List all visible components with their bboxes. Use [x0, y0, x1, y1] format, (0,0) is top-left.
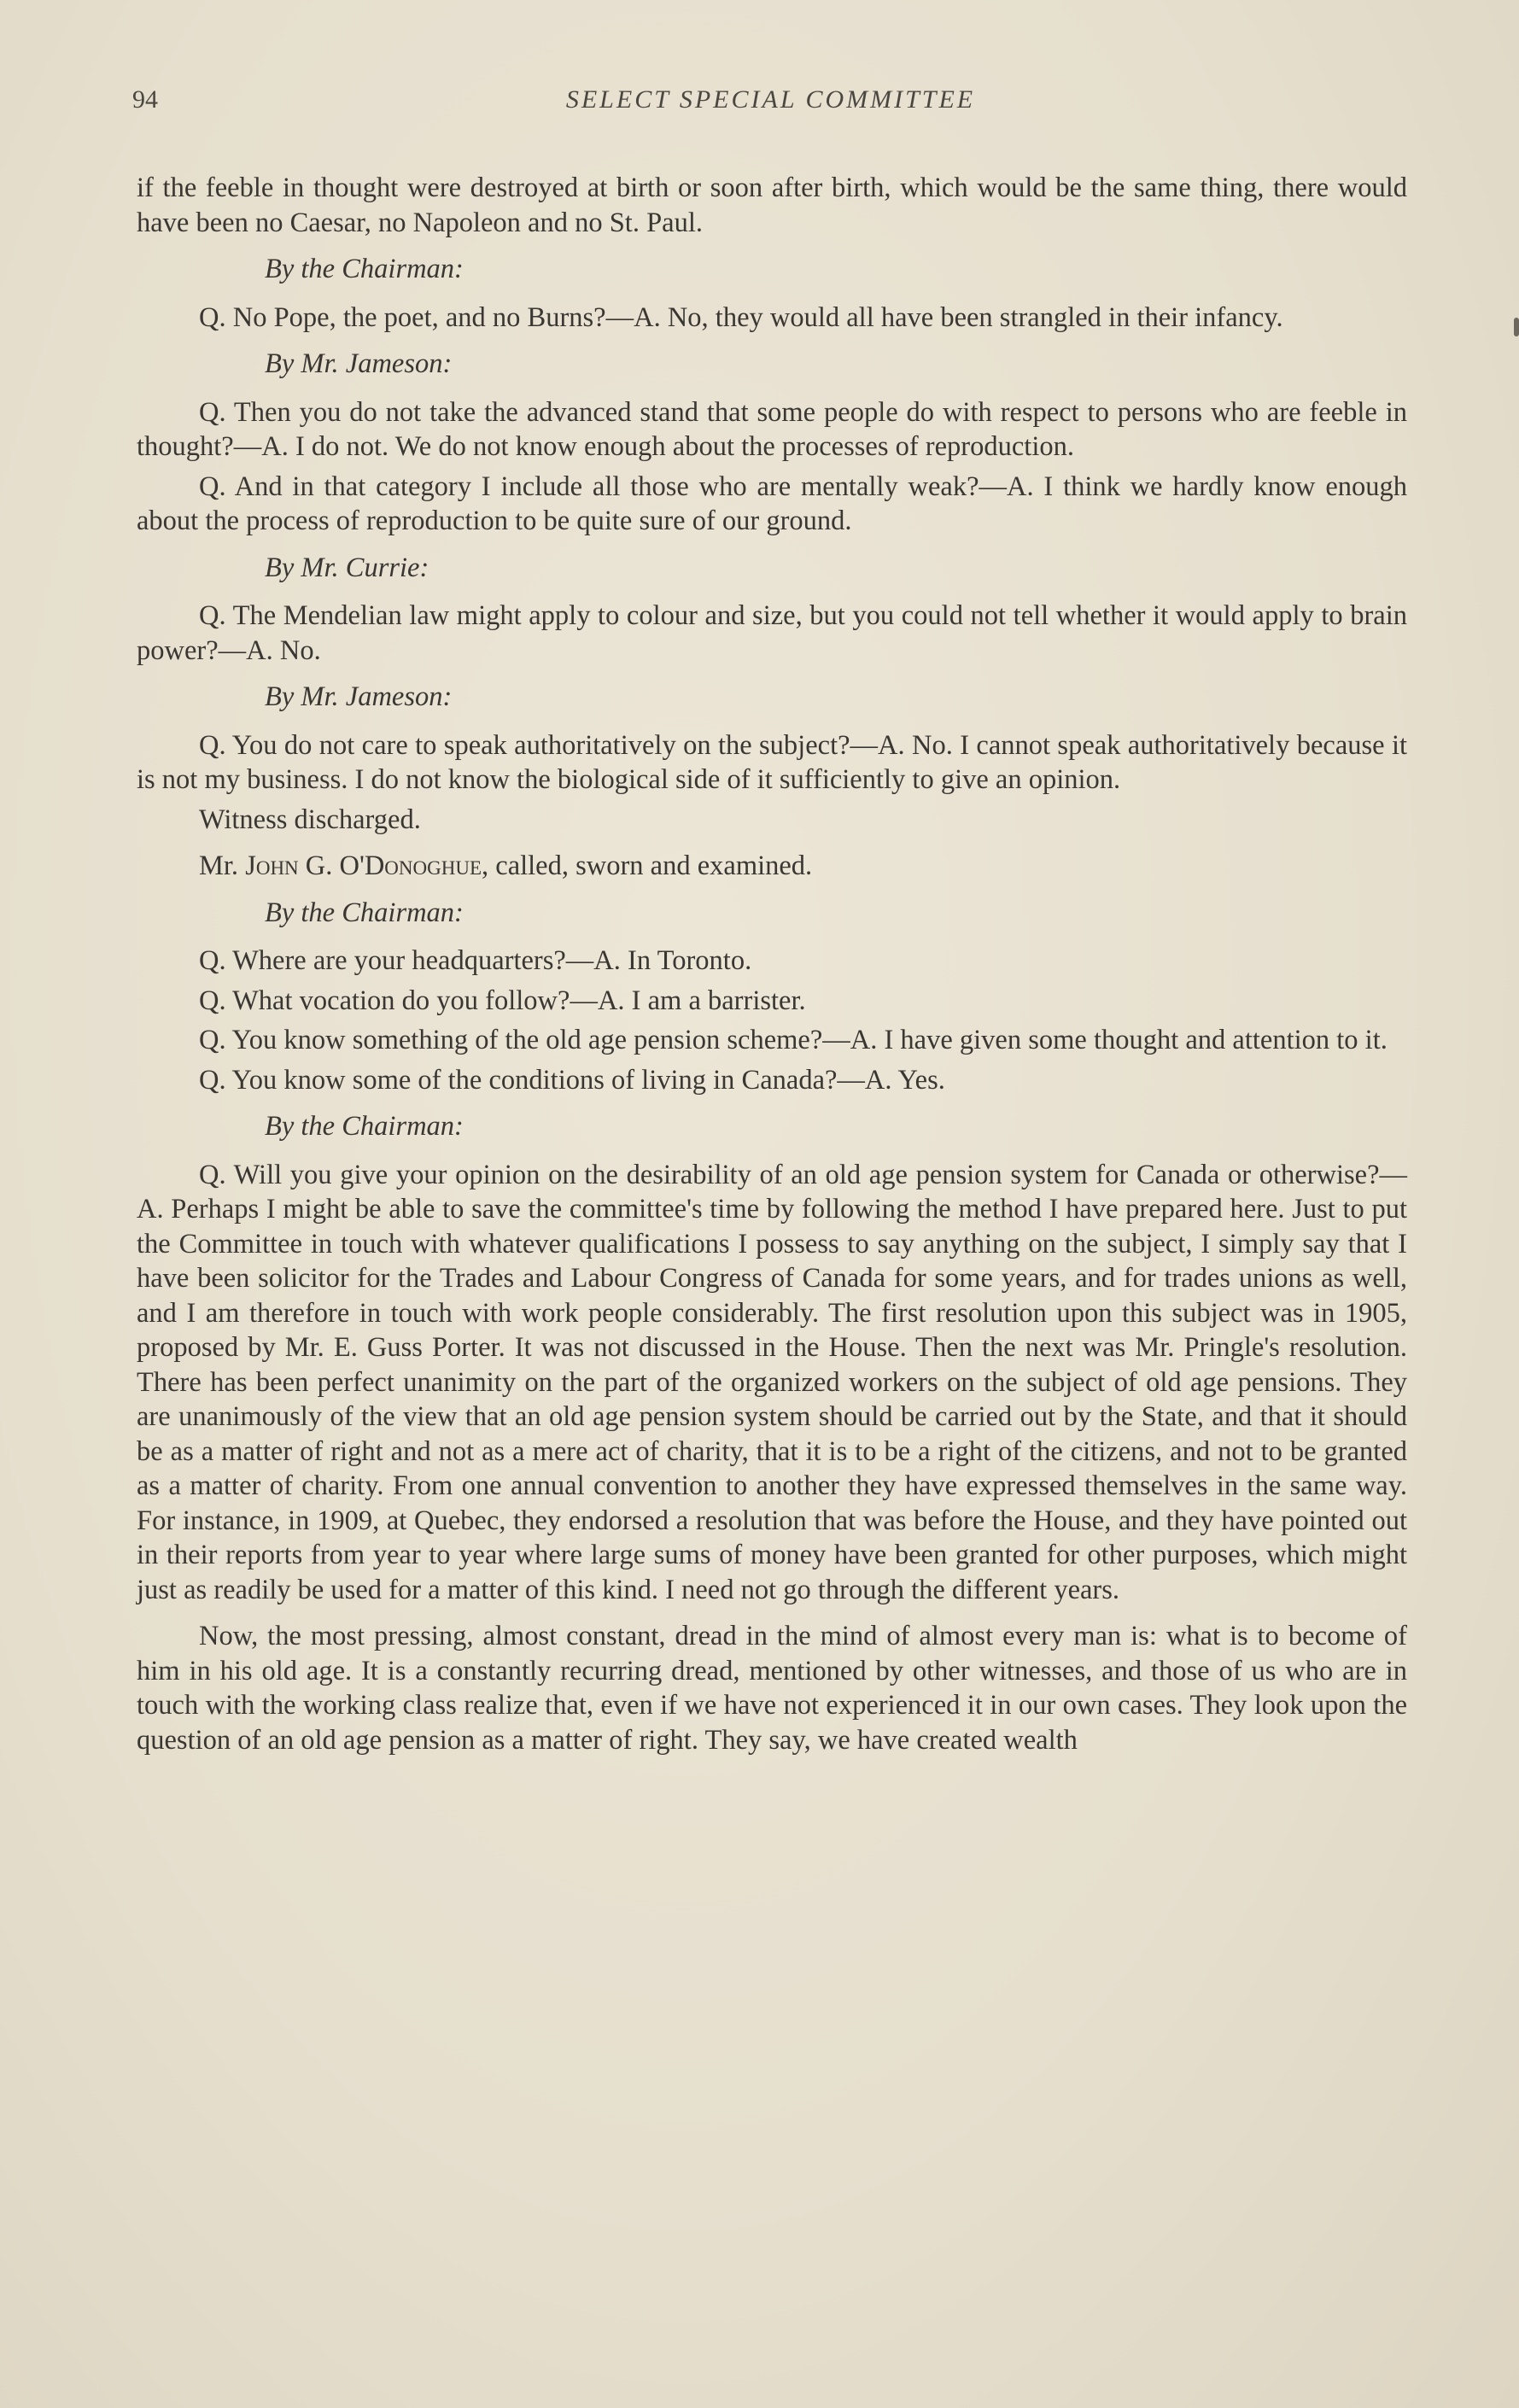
question-answer: Q. Then you do not take the advanced stand that some people do with respect to persons who are feeble in thought?—A. I do not. We do not know enough about the processes of reproduction. — [137, 396, 1407, 462]
witness-discharged: Witness discharged. — [199, 804, 421, 835]
question-answer: Q. No Pope, the poet, and no Burns?—A. No, they would all have been strangled in their infancy. — [199, 301, 1283, 333]
witness-called — [137, 849, 1407, 884]
examiner-heading: By the Chairman: — [265, 1111, 464, 1142]
question-answer: Q. The Mendelian law might apply to colour and size, but you could not tell whether it would apply to brain power?—A. No. — [137, 600, 1407, 666]
examiner-heading: By Mr. Currie: — [265, 552, 429, 583]
question-answer: Q. You know some of the conditions of living in Canada?—A. Yes. — [199, 1064, 945, 1096]
witness-suffix: , called, sworn and examined. — [482, 850, 813, 881]
paragraph: Now, the most pressing, almost constant, dread in the mind of almost every man is: what is to become of him in his old age. It is a constantly recurring dread, mentioned by other witnesses, and those of us who are in touch with the working class realize that, even if we have not experienced it in our own cases. They look upon the question of an old age pension as a matter of right. They say, we have created wealth — [137, 1621, 1407, 1756]
page-edge-mark — [1514, 318, 1519, 336]
examiner-heading: By Mr. Jameson: — [265, 348, 453, 379]
question-answer: Q. You know something of the old age pension scheme?—A. I have given some thought and attention to it. — [199, 1025, 1388, 1055]
body-text — [137, 171, 1407, 1762]
paragraph: if the feeble in thought were destroyed at birth or soon after birth, which would be the same thing, there would have been no Caesar, no Napoleon and no St. Paul. — [137, 172, 1407, 238]
witness-name: John G. O'Donoghue — [245, 850, 482, 881]
running-head: SELECT SPECIAL COMMITTEE — [565, 85, 976, 114]
question-answer: Q. Will you give your opinion on the desirability of an old age pension system for Canada or otherwise?—A. Perhaps I might be able to save the committee's time by following the method I have prepared here. Just to put the Committee in touch with whatever qualifications I possess to say anything on the subject, I simply say that I have been solicitor for the Trades and Labour Congress of Canada for some years, and for trades unions as well, and I am therefore in touch with work people considerably. The first resolution upon this subject was in 1905, proposed by Mr. E. Guss Porter. It was not discussed in the House. Then the next was Mr. Pringle's resolution. There has been perfect unanimity on the part of the organized workers on the subject of old age pensions. They are unanimously of the view that an old age pension system should be carried out by the State, and that it should be as a matter of right and not as a mere act of charity, that it is to be a right of the citizens, and not to be granted as a matter of charity. From one annual convention to another they have expressed themselves in the same way. For instance, in 1909, at Quebec, they endorsed a resolution that was before the House, and they have pointed out in their reports from year to year where large sums of money have been granted for other purposes, which might just as readily be used for a matter of this kind. I need not go through the different years. — [137, 1159, 1407, 1605]
witness-prefix: Mr. — [199, 850, 246, 881]
page-number: 94 — [132, 85, 158, 114]
question-answer: Q. What vocation do you follow?—A. I am a barrister. — [199, 985, 806, 1016]
examiner-heading: By the Chairman: — [265, 897, 464, 928]
page-header — [132, 85, 1409, 128]
question-answer: Q. You do not care to speak authoritatively on the subject?—A. No. I cannot speak authoritatively because it is not my business. I do not know the biological side of it sufficiently to give an opinion. — [137, 729, 1407, 795]
question-answer: Q. And in that category I include all those who are mentally weak?—A. I think we hardly know enough about the process of reproduction to be quite sure of our ground. — [137, 470, 1407, 536]
examiner-heading: By Mr. Jameson: — [265, 681, 453, 712]
question-answer: Q. Where are your headquarters?—A. In Toronto. — [199, 945, 752, 976]
examiner-heading: By the Chairman: — [265, 254, 464, 284]
